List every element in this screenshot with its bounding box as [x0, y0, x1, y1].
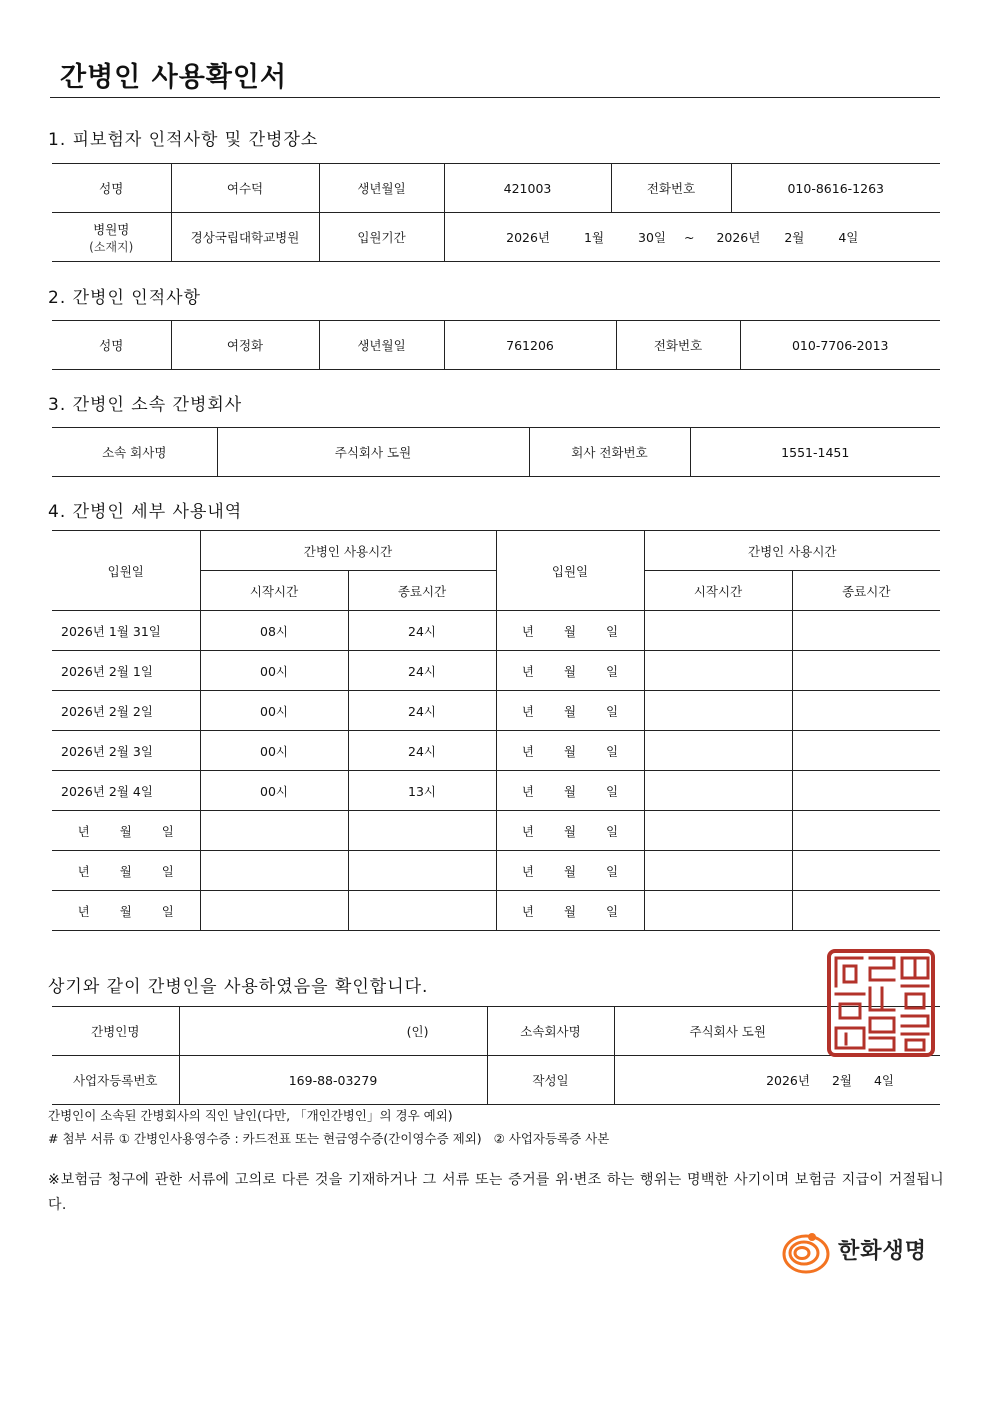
time-header-left: 간병인 사용시간 [200, 531, 496, 571]
caregiver-name-label: 성명 [52, 321, 171, 370]
written-month: 2월 [831, 1073, 852, 1088]
usage-date-blank-right[interactable] [496, 651, 644, 691]
period-label: 입원기간 [319, 213, 444, 262]
usage-end-time-blank[interactable] [348, 851, 496, 891]
blank-date-y: 년 [77, 903, 90, 919]
usage-row [52, 771, 940, 811]
hospital-label-main: 병원명 [93, 221, 130, 237]
period-tilde: ~ [683, 230, 695, 245]
usage-end-time[interactable]: 24시 [348, 651, 496, 691]
caregiver-sign-label: 간병인명 [52, 1007, 179, 1056]
caregiver-info-table [52, 320, 940, 370]
period-end-month: 2월 [784, 230, 805, 245]
blank-date-d: 일 [606, 783, 619, 799]
usage-start-time-blank-right[interactable] [644, 771, 792, 811]
usage-start-time-blank[interactable] [200, 891, 348, 931]
usage-start-time[interactable]: 00시 [200, 771, 348, 811]
usage-end-time[interactable]: 24시 [348, 731, 496, 771]
section2-heading: 2. 간병인 인적사항 [48, 288, 201, 308]
usage-end-time-blank-right[interactable] [792, 811, 940, 851]
blank-date-d: 일 [161, 823, 174, 839]
date-header-right: 입원일 [496, 531, 644, 611]
time-header-right: 간병인 사용시간 [644, 531, 940, 571]
usage-date-blank[interactable] [52, 811, 200, 851]
hospital-label [52, 213, 171, 262]
title-divider [50, 97, 940, 98]
usage-date-blank-right[interactable] [496, 691, 644, 731]
hanwha-logo-text: 한화생명 [838, 1239, 928, 1264]
blank-date-d: 일 [606, 903, 619, 919]
usage-end-time-blank-right[interactable] [792, 851, 940, 891]
company-phone[interactable]: 1551-1451 [690, 428, 940, 477]
usage-row [52, 851, 940, 891]
usage-date-blank-right[interactable] [496, 771, 644, 811]
usage-end-time[interactable]: 13시 [348, 771, 496, 811]
confirm-table [52, 1006, 940, 1105]
blank-date-d: 일 [606, 743, 619, 759]
usage-end-time-blank[interactable] [348, 891, 496, 931]
usage-start-time-blank-right[interactable] [644, 851, 792, 891]
company-name[interactable]: 주식회사 도원 [217, 428, 529, 477]
usage-end-time[interactable]: 24시 [348, 691, 496, 731]
blank-date-y: 년 [521, 623, 534, 639]
blank-date-d: 일 [161, 903, 174, 919]
start-header-right: 시작시간 [644, 571, 792, 611]
insured-info-table [52, 163, 940, 262]
blank-date-d: 일 [606, 863, 619, 879]
usage-start-time-blank[interactable] [200, 811, 348, 851]
usage-date[interactable]: 2026년 2월 1일 [52, 651, 200, 691]
hospital-label-sub: (소재지) [89, 239, 134, 254]
blank-date-d: 일 [606, 623, 619, 639]
caregiver-birth-label: 생년월일 [319, 321, 444, 370]
end-header-right: 종료시간 [792, 571, 940, 611]
usage-date-blank-right[interactable] [496, 731, 644, 771]
bizno-label: 사업자등록번호 [52, 1056, 179, 1105]
blank-date-y: 년 [521, 783, 534, 799]
section3-heading: 3. 간병인 소속 간병회사 [48, 395, 243, 415]
blank-date-y: 년 [521, 743, 534, 759]
usage-end-time[interactable]: 24시 [348, 611, 496, 651]
blank-date-m: 월 [563, 783, 577, 799]
usage-start-time[interactable]: 08시 [200, 611, 348, 651]
written-date-label: 작성일 [487, 1056, 614, 1105]
blank-date-y: 년 [521, 703, 534, 719]
blank-date-y: 년 [77, 823, 90, 839]
written-year: 2026년 [766, 1073, 810, 1088]
blank-date-y: 년 [521, 903, 534, 919]
note-line1: 간병인이 소속된 간병회사의 직인 날인(다만, 「개인간병인」의 경우 예외) [48, 1108, 453, 1123]
usage-end-time-blank[interactable] [348, 811, 496, 851]
usage-start-time-blank-right[interactable] [644, 611, 792, 651]
usage-end-time-blank-right[interactable] [792, 651, 940, 691]
blank-date-m: 월 [563, 623, 577, 639]
usage-start-time-blank-right[interactable] [644, 651, 792, 691]
blank-date-m: 월 [119, 823, 132, 839]
blank-date-y: 년 [77, 863, 90, 879]
usage-start-time[interactable]: 00시 [200, 691, 348, 731]
usage-start-time-blank-right[interactable] [644, 691, 792, 731]
insured-name[interactable]: 여수덕 [171, 164, 319, 213]
section4-heading: 4. 간병인 세부 사용내역 [48, 502, 243, 522]
hanwha-logo-icon [780, 1228, 832, 1276]
note-line2: # 첨부 서류 ① 간병인사용영수증 : 카드전표 또는 현금영수증(간이영수증 제외) ② 사업자등록증 사본 [48, 1131, 610, 1146]
usage-date[interactable]: 2026년 2월 3일 [52, 731, 200, 771]
insured-name-label: 성명 [52, 164, 171, 213]
admission-period[interactable] [444, 213, 940, 262]
usage-date[interactable]: 2026년 1월 31일 [52, 611, 200, 651]
period-end-year: 2026년 [716, 230, 761, 245]
confirm-statement: 상기와 같이 간병인을 사용하였음을 확인합니다. [48, 977, 429, 997]
usage-row [52, 611, 940, 651]
caregiver-sign-field[interactable] [179, 1007, 487, 1056]
caregiver-phone[interactable]: 010-7706-2013 [740, 321, 940, 370]
blank-date-y: 년 [521, 823, 534, 839]
page-title: 간병인 사용확인서 [60, 62, 288, 93]
blank-date-m: 월 [119, 903, 132, 919]
confirm-company-label: 소속회사명 [487, 1007, 614, 1056]
insured-birth[interactable]: 421003 [444, 164, 611, 213]
caregiver-name[interactable]: 여정화 [171, 321, 319, 370]
blank-date-y: 년 [521, 663, 534, 679]
caregiver-birth[interactable]: 761206 [444, 321, 616, 370]
written-day: 4일 [873, 1073, 894, 1088]
written-date[interactable] [614, 1056, 940, 1105]
usage-end-time-blank-right[interactable] [792, 731, 940, 771]
blank-date-y: 년 [521, 863, 534, 879]
blank-date-m: 월 [563, 703, 577, 719]
usage-row [52, 891, 940, 931]
fraud-warning: ※보험금 청구에 관한 서류에 고의로 다른 것을 기재하거나 그 서류 또는 증거를 위·변조 하는 행위는 명백한 사기이며 보험금 지급이 거절됩니다. [48, 1172, 944, 1213]
bizno[interactable]: 169-88-03279 [179, 1056, 487, 1105]
usage-row [52, 651, 940, 691]
seal-mark: (인) [406, 1024, 429, 1039]
period-end-day: 4일 [838, 230, 859, 245]
date-header-left: 입원일 [52, 531, 200, 611]
usage-end-time-blank-right[interactable] [792, 691, 940, 731]
confirm-company[interactable]: 주식회사 도원 [614, 1007, 940, 1056]
usage-start-time-blank-right[interactable] [644, 731, 792, 771]
period-start-month: 1월 [584, 230, 605, 245]
blank-date-m: 월 [563, 823, 577, 839]
insured-phone-label: 전화번호 [611, 164, 731, 213]
usage-start-time[interactable]: 00시 [200, 731, 348, 771]
usage-end-time-blank-right[interactable] [792, 611, 940, 651]
usage-date-blank-right[interactable] [496, 611, 644, 651]
usage-end-time-blank-right[interactable] [792, 891, 940, 931]
period-start-year: 2026년 [506, 230, 551, 245]
usage-start-time-blank[interactable] [200, 851, 348, 891]
insured-phone[interactable]: 010-8616-1263 [731, 164, 940, 213]
usage-date[interactable]: 2026년 2월 4일 [52, 771, 200, 811]
usage-start-time[interactable]: 00시 [200, 651, 348, 691]
insured-birth-label: 생년월일 [319, 164, 444, 213]
usage-date-blank[interactable] [52, 851, 200, 891]
usage-row [52, 811, 940, 851]
end-header-left: 종료시간 [348, 571, 496, 611]
usage-end-time-blank-right[interactable] [792, 771, 940, 811]
usage-row [52, 691, 940, 731]
blank-date-d: 일 [161, 863, 174, 879]
blank-date-m: 월 [563, 903, 577, 919]
caregiver-phone-label: 전화번호 [616, 321, 740, 370]
blank-date-m: 월 [563, 743, 577, 759]
start-header-left: 시작시간 [200, 571, 348, 611]
usage-row [52, 731, 940, 771]
usage-date-blank-right[interactable] [496, 811, 644, 851]
blank-date-d: 일 [606, 703, 619, 719]
usage-date-blank-right[interactable] [496, 891, 644, 931]
usage-date-blank[interactable] [52, 891, 200, 931]
company-info-table [52, 427, 940, 477]
section1-heading: 1. 피보험자 인적사항 및 간병장소 [48, 130, 319, 150]
usage-start-time-blank-right[interactable] [644, 811, 792, 851]
usage-date[interactable]: 2026년 2월 2일 [52, 691, 200, 731]
blank-date-d: 일 [606, 663, 619, 679]
blank-date-m: 월 [563, 863, 577, 879]
hospital-name[interactable]: 경상국립대학교병원 [171, 213, 319, 262]
company-seal-icon [826, 948, 936, 1058]
usage-detail-table [52, 530, 940, 931]
usage-date-blank-right[interactable] [496, 851, 644, 891]
blank-date-m: 월 [119, 863, 132, 879]
blank-date-m: 월 [563, 663, 577, 679]
period-start-day: 30일 [638, 230, 666, 245]
company-name-label: 소속 회사명 [52, 428, 217, 477]
blank-date-d: 일 [606, 823, 619, 839]
usage-start-time-blank-right[interactable] [644, 891, 792, 931]
company-phone-label: 회사 전화번호 [529, 428, 690, 477]
